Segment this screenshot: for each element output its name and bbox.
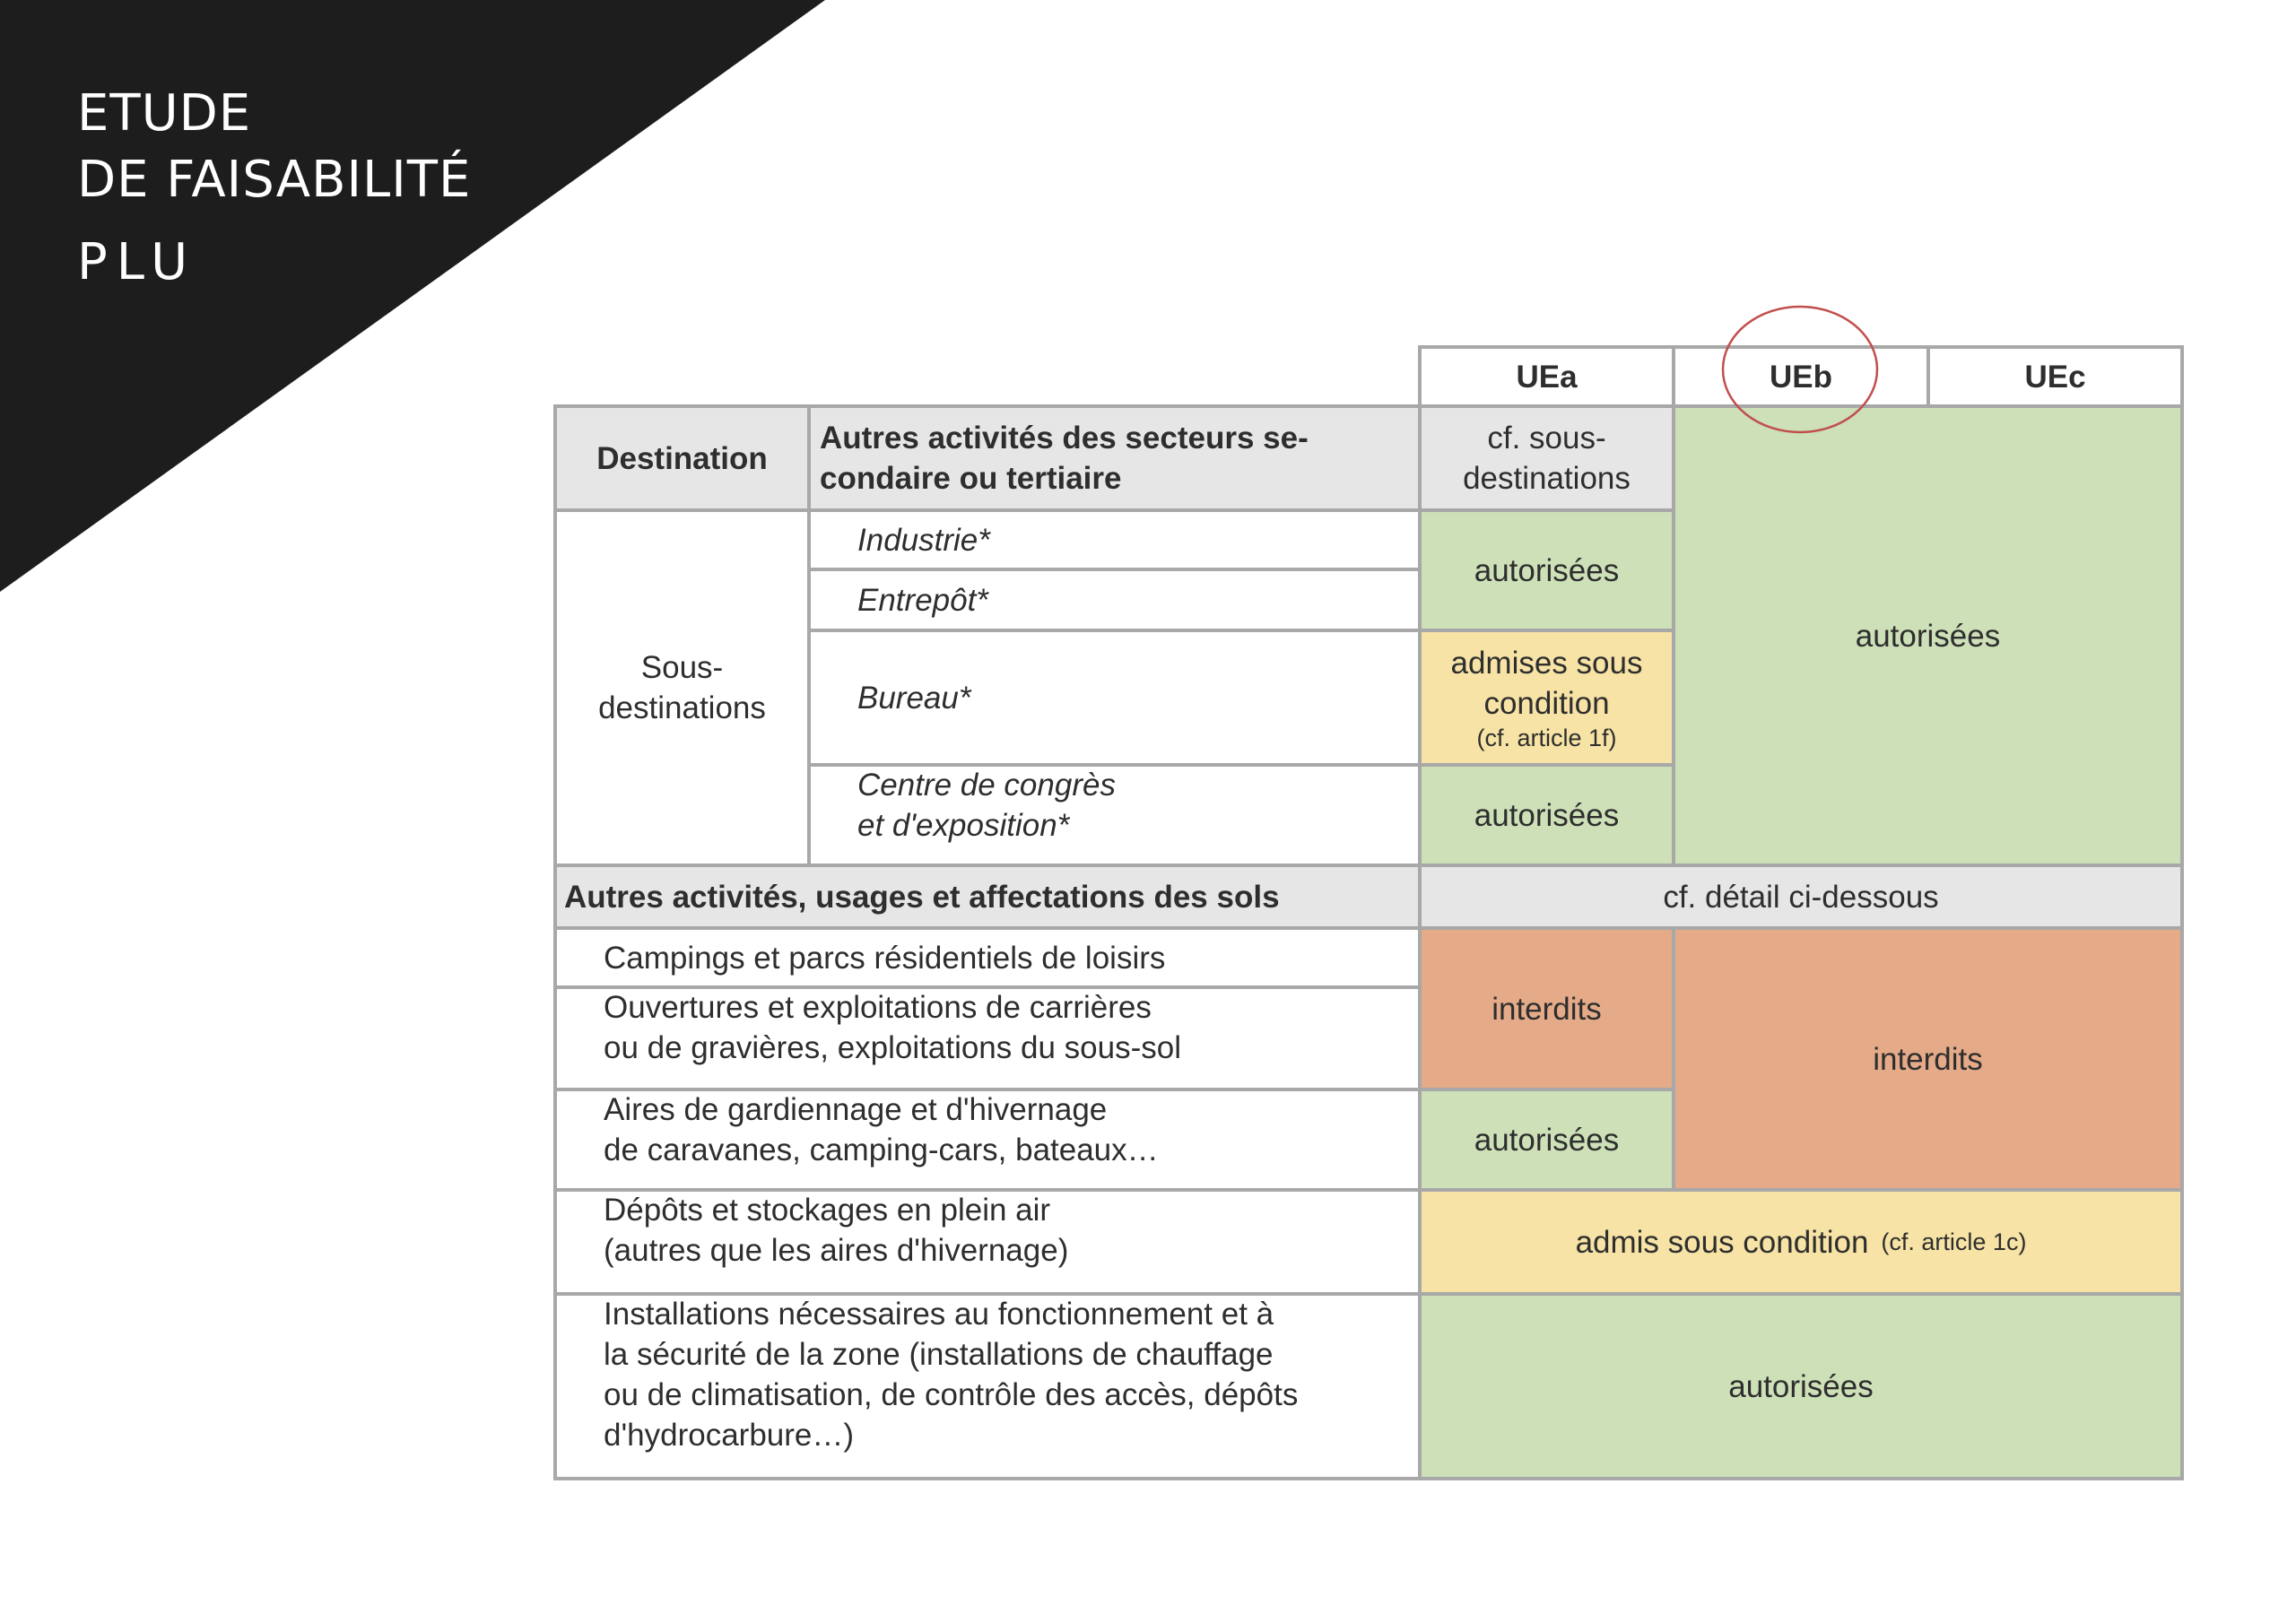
sous-destinations-line-2: destinations	[598, 690, 766, 725]
uea-aires-value: autorisées	[1420, 1089, 1674, 1190]
autres-activites-title: Autres activités, usages et affectations des sols	[555, 865, 1420, 928]
uea-interdits-value: interdits	[1420, 928, 1674, 1089]
row-campings: Campings et parcs résidentiels de loisirs	[604, 940, 1166, 976]
row-installations-line-4: d'hydrocarbure…)	[604, 1418, 855, 1453]
row-aires-line-2: de caravanes, camping-cars, bateaux…	[604, 1133, 1159, 1167]
destination-title-line-2: condaire ou tertiaire	[820, 461, 1122, 496]
destination-label: Destination	[555, 406, 809, 510]
zone-header-uec: UEc	[2024, 359, 2086, 395]
installations-value: autorisées	[1420, 1294, 2182, 1479]
row-installations-line-2: la sécurité de la zone (installations de chauffage	[604, 1337, 1274, 1372]
destination-title-line-1: Autres activités des secteurs se-	[820, 421, 1309, 456]
row-carrieres-line-2: ou de gravières, exploitations du sous-sol	[604, 1030, 1181, 1065]
title-line-2: DE FAISABILITÉ	[77, 151, 472, 209]
sub-destination-centre-line-2: et d'exposition*	[857, 808, 1070, 843]
row-carrieres-line-1: Ouvertures et exploitations de carrières	[604, 990, 1152, 1025]
uea-bureau-line-2: condition	[1483, 686, 1610, 721]
uea-destination-line-1: cf. sous-	[1487, 421, 1606, 456]
autres-activites-value: cf. détail ci-dessous	[1420, 865, 2182, 928]
uea-bureau-line-1: admises sous	[1450, 646, 1643, 681]
uea-industrie-entrepot-value: autorisées	[1420, 510, 1674, 630]
sub-destination-bureau: Bureau*	[857, 680, 971, 716]
row-depots-line-2: (autres que les aires d'hivernage)	[604, 1233, 1069, 1268]
row-installations-line-1: Installations nécessaires au fonctionnement et à	[604, 1297, 1274, 1332]
row-depots-line-1: Dépôts et stockages en plein air	[604, 1193, 1051, 1228]
uea-centre-value: autorisées	[1420, 765, 1674, 865]
title-subtitle: PLU	[77, 233, 197, 291]
sub-destination-centre-line-1: Centre de congrès	[857, 768, 1116, 803]
zone-header-ueb: UEb	[1770, 359, 1832, 395]
zone-header-uea: UEa	[1516, 359, 1578, 395]
depots-value-note: (cf. article 1c)	[1881, 1228, 2027, 1255]
sous-destinations-line-1: Sous-	[640, 650, 724, 685]
uea-bureau-note: (cf. article 1f)	[1476, 725, 1617, 751]
title-line-1: ETUDE	[77, 84, 252, 143]
sub-destination-industrie: Industrie*	[857, 522, 990, 558]
depots-value-main: admis sous condition	[1575, 1224, 1869, 1260]
row-installations-line-3: ou de climatisation, de contrôle des accès, dépôts	[604, 1377, 1299, 1412]
ueb-uec-sub-destinations-value: autorisées	[1674, 406, 2182, 865]
row-aires-line-1: Aires de gardiennage et d'hivernage	[604, 1092, 1108, 1127]
ueb-uec-interdits-value: interdits	[1674, 928, 2182, 1190]
uea-destination-line-2: destinations	[1463, 461, 1631, 496]
sub-destination-entrepot: Entrepôt*	[857, 582, 988, 618]
